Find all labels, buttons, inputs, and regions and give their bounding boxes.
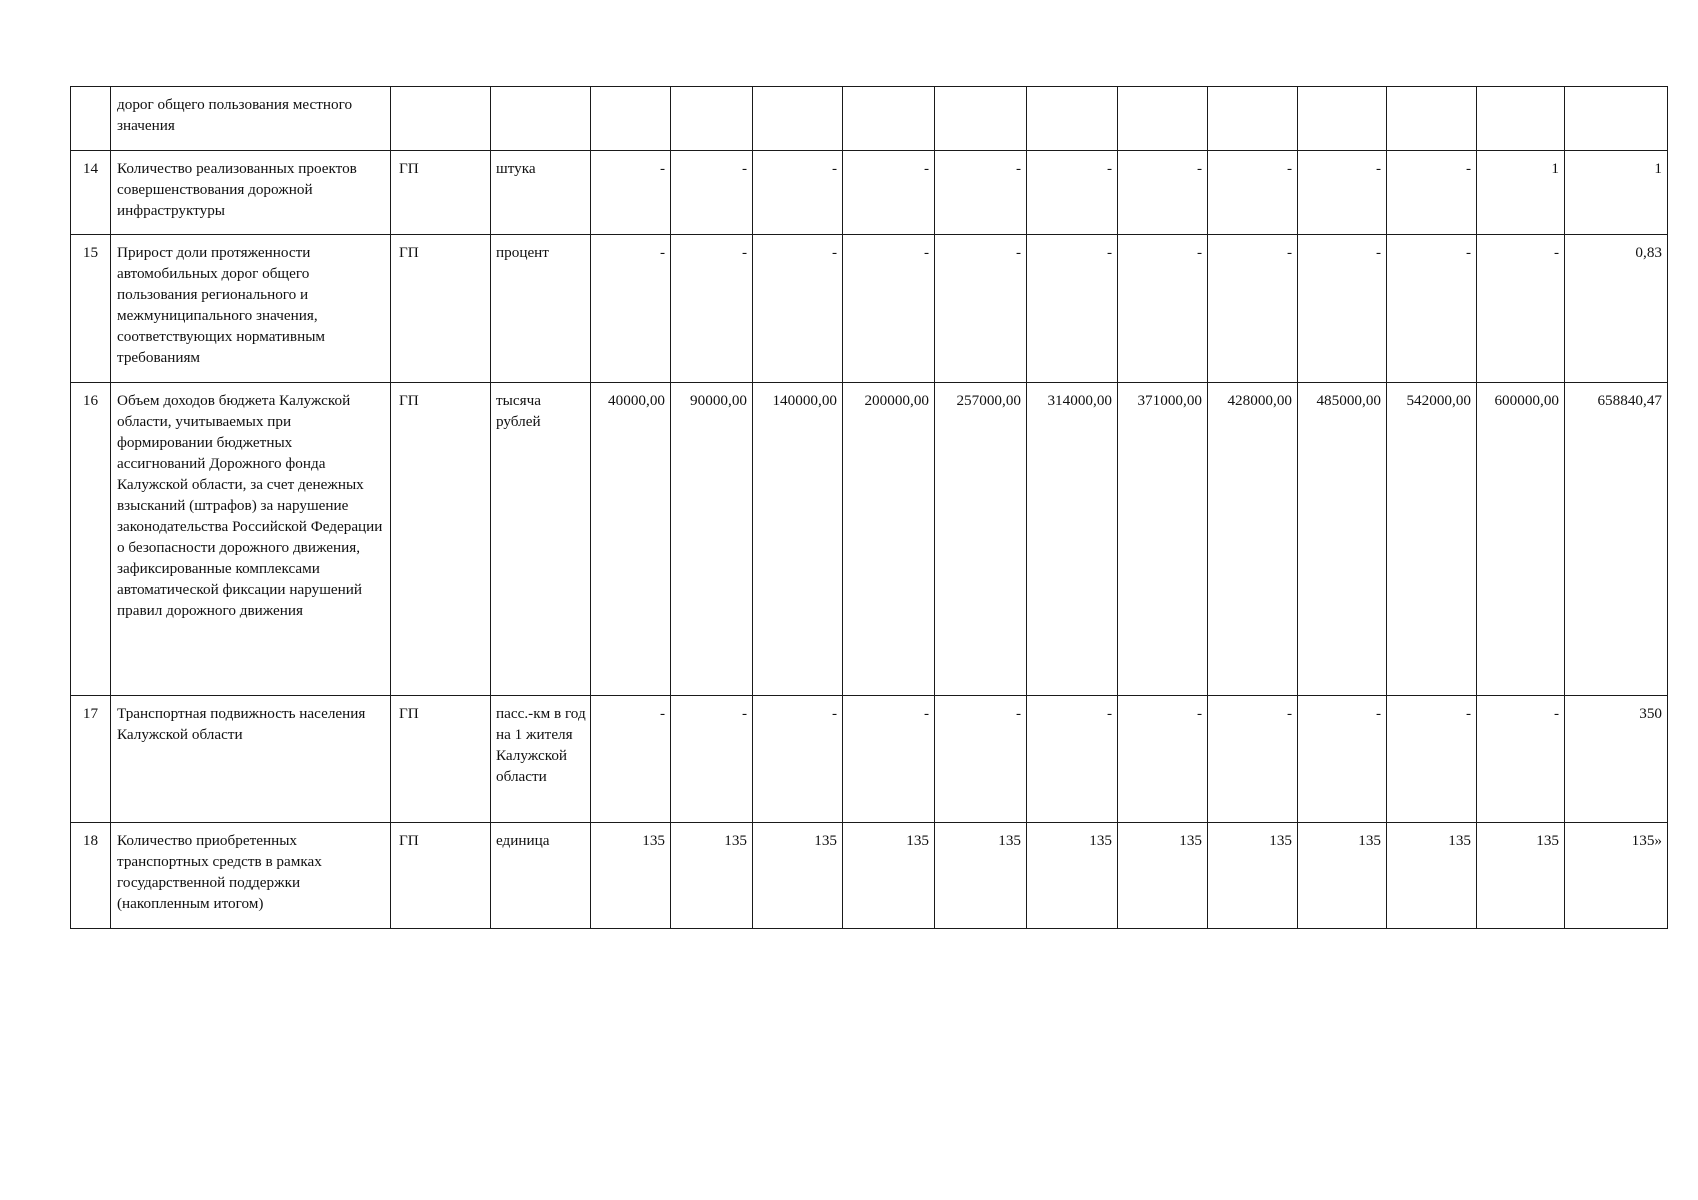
value-cell	[591, 383, 671, 696]
value-cell	[1565, 823, 1668, 929]
value-cell	[1118, 87, 1208, 151]
value-cell-text: 1	[1551, 160, 1559, 177]
value-cell-text: -	[923, 705, 929, 722]
source-cell-text: ГП	[399, 244, 419, 261]
value-cell-text: 135	[1448, 832, 1471, 849]
value-cell	[671, 383, 753, 696]
value-cell-text: -	[1553, 244, 1559, 261]
table-row	[71, 87, 1668, 151]
value-cell	[843, 87, 935, 151]
value-cell	[935, 235, 1027, 383]
value-cell-text: 135	[1536, 832, 1559, 849]
value-cell	[753, 696, 843, 823]
value-cell-text: -	[659, 244, 665, 261]
value-cell-text: -	[1015, 160, 1021, 177]
value-cell-text: 135	[642, 832, 665, 849]
value-cell	[1298, 235, 1387, 383]
value-cell-text: 542000,00	[1406, 392, 1471, 409]
value-cell	[1118, 383, 1208, 696]
row-number-cell	[71, 235, 111, 383]
indicator-name-cell-text: дорог общего пользования местного значения	[117, 96, 353, 134]
value-cell-text: -	[741, 160, 747, 177]
value-cell-text: 314000,00	[1047, 392, 1112, 409]
value-cell	[1298, 383, 1387, 696]
value-cell	[1027, 823, 1118, 929]
value-cell-text: 485000,00	[1316, 392, 1381, 409]
value-cell	[1565, 235, 1668, 383]
indicator-name-cell-text: Транспортная подвижность населения Калужской области	[117, 705, 366, 743]
value-cell-text: -	[1106, 244, 1112, 261]
value-cell	[1477, 823, 1565, 929]
value-cell	[1298, 87, 1387, 151]
value-cell-text: -	[1286, 705, 1292, 722]
table-row	[71, 823, 1668, 929]
indicator-name-cell	[111, 87, 391, 151]
value-cell-text: -	[1196, 705, 1202, 722]
source-cell	[391, 87, 491, 151]
value-cell	[1208, 696, 1298, 823]
value-cell-text: 1	[1654, 160, 1662, 177]
value-cell-text: 135	[1269, 832, 1292, 849]
value-cell	[1477, 151, 1565, 235]
value-cell	[1208, 151, 1298, 235]
value-cell	[671, 823, 753, 929]
value-cell	[935, 87, 1027, 151]
indicator-name-cell	[111, 235, 391, 383]
source-cell-text: ГП	[399, 392, 419, 409]
unit-cell-text: штука	[496, 160, 536, 177]
value-cell-text: -	[741, 244, 747, 261]
value-cell	[1387, 696, 1477, 823]
source-cell	[391, 235, 491, 383]
unit-cell-text: пасс.-км в год на 1 жителя Калужской области	[496, 705, 586, 785]
indicator-name-cell	[111, 151, 391, 235]
value-cell	[1477, 696, 1565, 823]
value-cell	[1208, 235, 1298, 383]
value-cell-text: -	[831, 705, 837, 722]
table-row	[71, 696, 1668, 823]
value-cell-text: 135	[1358, 832, 1381, 849]
value-cell-text: -	[1465, 705, 1471, 722]
value-cell	[591, 151, 671, 235]
value-cell-text: -	[659, 705, 665, 722]
source-cell-text: ГП	[399, 705, 419, 722]
source-cell	[391, 151, 491, 235]
unit-cell-text: тысяча рублей	[496, 392, 541, 430]
value-cell-text: 658840,47	[1597, 392, 1662, 409]
unit-cell	[491, 235, 591, 383]
value-cell	[1298, 151, 1387, 235]
value-cell-text: -	[1286, 160, 1292, 177]
value-cell-text: -	[1106, 705, 1112, 722]
value-cell-text: 90000,00	[690, 392, 747, 409]
value-cell	[753, 383, 843, 696]
value-cell	[935, 696, 1027, 823]
unit-cell	[491, 696, 591, 823]
value-cell	[1027, 235, 1118, 383]
value-cell-text: 135	[814, 832, 837, 849]
row-number-cell	[71, 151, 111, 235]
value-cell	[1118, 823, 1208, 929]
value-cell	[1387, 823, 1477, 929]
value-cell-text: 600000,00	[1494, 392, 1559, 409]
value-cell-text: 135	[724, 832, 747, 849]
value-cell	[843, 151, 935, 235]
value-cell	[1387, 235, 1477, 383]
value-cell-text: 135	[906, 832, 929, 849]
source-cell	[391, 823, 491, 929]
table-row	[71, 151, 1668, 235]
value-cell	[1118, 235, 1208, 383]
value-cell	[1298, 696, 1387, 823]
indicator-name-cell-text: Прирост доли протяженности автомобильных дорог общего пользования регионального и межмуниципального значения, соответствующих нормативным требованиям	[117, 244, 326, 366]
value-cell	[1387, 151, 1477, 235]
row-number-cell-text: 17	[82, 705, 99, 722]
value-cell	[1118, 151, 1208, 235]
value-cell	[591, 696, 671, 823]
unit-cell	[491, 87, 591, 151]
value-cell	[1387, 383, 1477, 696]
row-number-cell-text: 14	[82, 160, 99, 177]
value-cell-text: 200000,00	[864, 392, 929, 409]
value-cell-text: -	[741, 705, 747, 722]
value-cell	[671, 235, 753, 383]
value-cell-text: 140000,00	[772, 392, 837, 409]
value-cell	[935, 151, 1027, 235]
indicator-name-cell-text: Количество реализованных проектов совершенствования дорожной инфраструктуры	[117, 160, 357, 219]
value-cell	[843, 696, 935, 823]
value-cell	[1027, 383, 1118, 696]
value-cell-text: 40000,00	[608, 392, 665, 409]
unit-cell	[491, 383, 591, 696]
value-cell	[1027, 151, 1118, 235]
value-cell	[1477, 87, 1565, 151]
value-cell	[753, 151, 843, 235]
unit-cell-text: процент	[496, 244, 549, 261]
value-cell-text: 135	[1179, 832, 1202, 849]
value-cell-text: -	[1106, 160, 1112, 177]
indicator-name-cell	[111, 823, 391, 929]
value-cell	[1565, 696, 1668, 823]
row-number-cell-text: 18	[82, 832, 99, 849]
value-cell-text: 0,83	[1635, 244, 1662, 261]
value-cell	[591, 87, 671, 151]
value-cell-text: -	[831, 244, 837, 261]
source-cell-text: ГП	[399, 160, 419, 177]
value-cell-text: -	[1465, 244, 1471, 261]
value-cell	[1118, 696, 1208, 823]
value-cell-text: 135	[1089, 832, 1112, 849]
value-cell	[1387, 87, 1477, 151]
value-cell-text: -	[1375, 244, 1381, 261]
row-number-cell	[71, 87, 111, 151]
value-cell-text: -	[1015, 244, 1021, 261]
value-cell	[591, 823, 671, 929]
value-cell-text: 371000,00	[1137, 392, 1202, 409]
value-cell	[1565, 383, 1668, 696]
source-cell	[391, 383, 491, 696]
value-cell	[935, 383, 1027, 696]
value-cell-text: 135	[998, 832, 1021, 849]
row-number-cell	[71, 696, 111, 823]
value-cell	[671, 87, 753, 151]
unit-cell	[491, 823, 591, 929]
value-cell	[1565, 87, 1668, 151]
value-cell-text: 428000,00	[1227, 392, 1292, 409]
indicator-name-cell-text: Объем доходов бюджета Калужской области, учитываемых при формировании бюджетных ассигнований Дорожного фонда Калужской области, за счет денежных взысканий (штрафов) за нарушение законодательства Российской Федерации о безопасности дорожного движения, зафиксированные комплексами автоматической фиксации нарушений правил дорожного движения	[117, 392, 383, 619]
value-cell	[671, 696, 753, 823]
table-body	[71, 87, 1668, 929]
value-cell	[935, 823, 1027, 929]
value-cell-text: 135»	[1631, 832, 1662, 849]
value-cell-text: 257000,00	[956, 392, 1021, 409]
value-cell	[843, 823, 935, 929]
table-row	[71, 383, 1668, 696]
value-cell-text: -	[1196, 244, 1202, 261]
unit-cell	[491, 151, 591, 235]
value-cell	[1565, 151, 1668, 235]
row-number-cell-text: 15	[82, 244, 99, 261]
value-cell	[843, 235, 935, 383]
value-cell-text: -	[1465, 160, 1471, 177]
value-cell	[1208, 383, 1298, 696]
value-cell	[1208, 823, 1298, 929]
value-cell-text: -	[1375, 705, 1381, 722]
row-number-cell	[71, 383, 111, 696]
value-cell-text: 350	[1639, 705, 1662, 722]
value-cell-text: -	[1286, 244, 1292, 261]
value-cell-text: -	[1196, 160, 1202, 177]
value-cell-text: -	[659, 160, 665, 177]
row-number-cell-text: 16	[82, 392, 99, 409]
source-cell	[391, 696, 491, 823]
table-row	[71, 235, 1668, 383]
value-cell	[753, 823, 843, 929]
value-cell	[1027, 87, 1118, 151]
unit-cell-text: единица	[496, 832, 550, 849]
value-cell	[1027, 696, 1118, 823]
indicators-table	[70, 86, 1668, 929]
value-cell	[753, 235, 843, 383]
value-cell	[1208, 87, 1298, 151]
row-number-cell	[71, 823, 111, 929]
value-cell	[843, 383, 935, 696]
indicator-name-cell	[111, 696, 391, 823]
value-cell	[1298, 823, 1387, 929]
value-cell-text: -	[831, 160, 837, 177]
value-cell	[753, 87, 843, 151]
value-cell	[591, 235, 671, 383]
value-cell	[671, 151, 753, 235]
value-cell	[1477, 235, 1565, 383]
value-cell-text: -	[923, 160, 929, 177]
indicator-name-cell	[111, 383, 391, 696]
value-cell-text: -	[923, 244, 929, 261]
value-cell-text: -	[1015, 705, 1021, 722]
value-cell-text: -	[1375, 160, 1381, 177]
source-cell-text: ГП	[399, 832, 419, 849]
value-cell-text: -	[1553, 705, 1559, 722]
value-cell	[1477, 383, 1565, 696]
indicator-name-cell-text: Количество приобретенных транспортных средств в рамках государственной поддержки (накопленным итогом)	[117, 832, 322, 912]
